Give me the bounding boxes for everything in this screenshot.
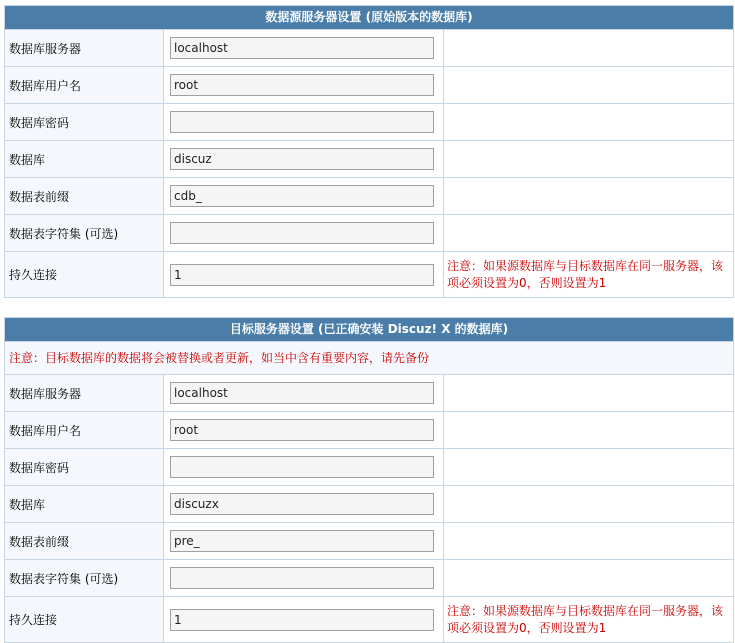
source-pconnect-input[interactable]: [170, 264, 434, 286]
field-label: 数据库用户名: [5, 67, 164, 103]
target-pconnect-input[interactable]: [170, 609, 434, 631]
target-row-db-user: [5, 412, 733, 449]
pconnect-note: 注意：如果源数据库与目标数据库在同一服务器，该项必须设置为0，否则设置为1: [447, 603, 724, 635]
field-label: 持久连接: [5, 252, 164, 297]
source-server-panel: [4, 5, 734, 298]
target-warning-notice: 注意：目标数据库的数据将会被替换或者更新，如当中含有重要内容，请先备份: [5, 342, 733, 375]
field-label: 数据库用户名: [5, 412, 164, 448]
source-db-password-input[interactable]: [170, 111, 434, 133]
field-label: 数据库: [5, 486, 164, 522]
target-table-prefix-input[interactable]: [170, 530, 434, 552]
target-db-server-input[interactable]: [170, 382, 434, 404]
source-row-db-password: [5, 104, 733, 141]
field-label: 数据表字符集 (可选): [5, 215, 164, 251]
field-label: 持久连接: [5, 597, 164, 642]
target-row-db-server: [5, 375, 733, 412]
target-charset-input[interactable]: [170, 567, 434, 589]
field-label: 数据库密码: [5, 449, 164, 485]
target-db-user-input[interactable]: [170, 419, 434, 441]
source-row-db-server: [5, 30, 733, 67]
target-server-panel: [4, 317, 734, 643]
target-panel-title: 目标服务器设置 (已正确安装 Discuz! X 的数据库): [5, 318, 733, 342]
source-row-db-name: [5, 141, 733, 178]
target-db-password-input[interactable]: [170, 456, 434, 478]
target-row-db-password: [5, 449, 733, 486]
field-label: 数据库服务器: [5, 375, 164, 411]
field-label: 数据表前缀: [5, 178, 164, 214]
target-row-table-prefix: [5, 523, 733, 560]
pconnect-note: 注意：如果源数据库与目标数据库在同一服务器，该项必须设置为0，否则设置为1: [447, 258, 724, 290]
source-table-prefix-input[interactable]: [170, 185, 434, 207]
source-charset-input[interactable]: [170, 222, 434, 244]
source-row-pconnect: [5, 252, 733, 297]
target-row-db-name: [5, 486, 733, 523]
source-row-charset: [5, 215, 733, 252]
field-label: 数据表字符集 (可选): [5, 560, 164, 596]
target-row-pconnect: [5, 597, 733, 642]
source-row-db-user: [5, 67, 733, 104]
target-row-charset: [5, 560, 733, 597]
field-label: 数据库: [5, 141, 164, 177]
field-label: 数据库服务器: [5, 30, 164, 66]
field-label: 数据库密码: [5, 104, 164, 140]
source-row-table-prefix: [5, 178, 733, 215]
source-db-name-input[interactable]: [170, 148, 434, 170]
field-label: 数据表前缀: [5, 523, 164, 559]
source-db-server-input[interactable]: [170, 37, 434, 59]
source-panel-title: 数据源服务器设置 (原始版本的数据库): [5, 6, 733, 30]
source-db-user-input[interactable]: [170, 74, 434, 96]
target-db-name-input[interactable]: [170, 493, 434, 515]
